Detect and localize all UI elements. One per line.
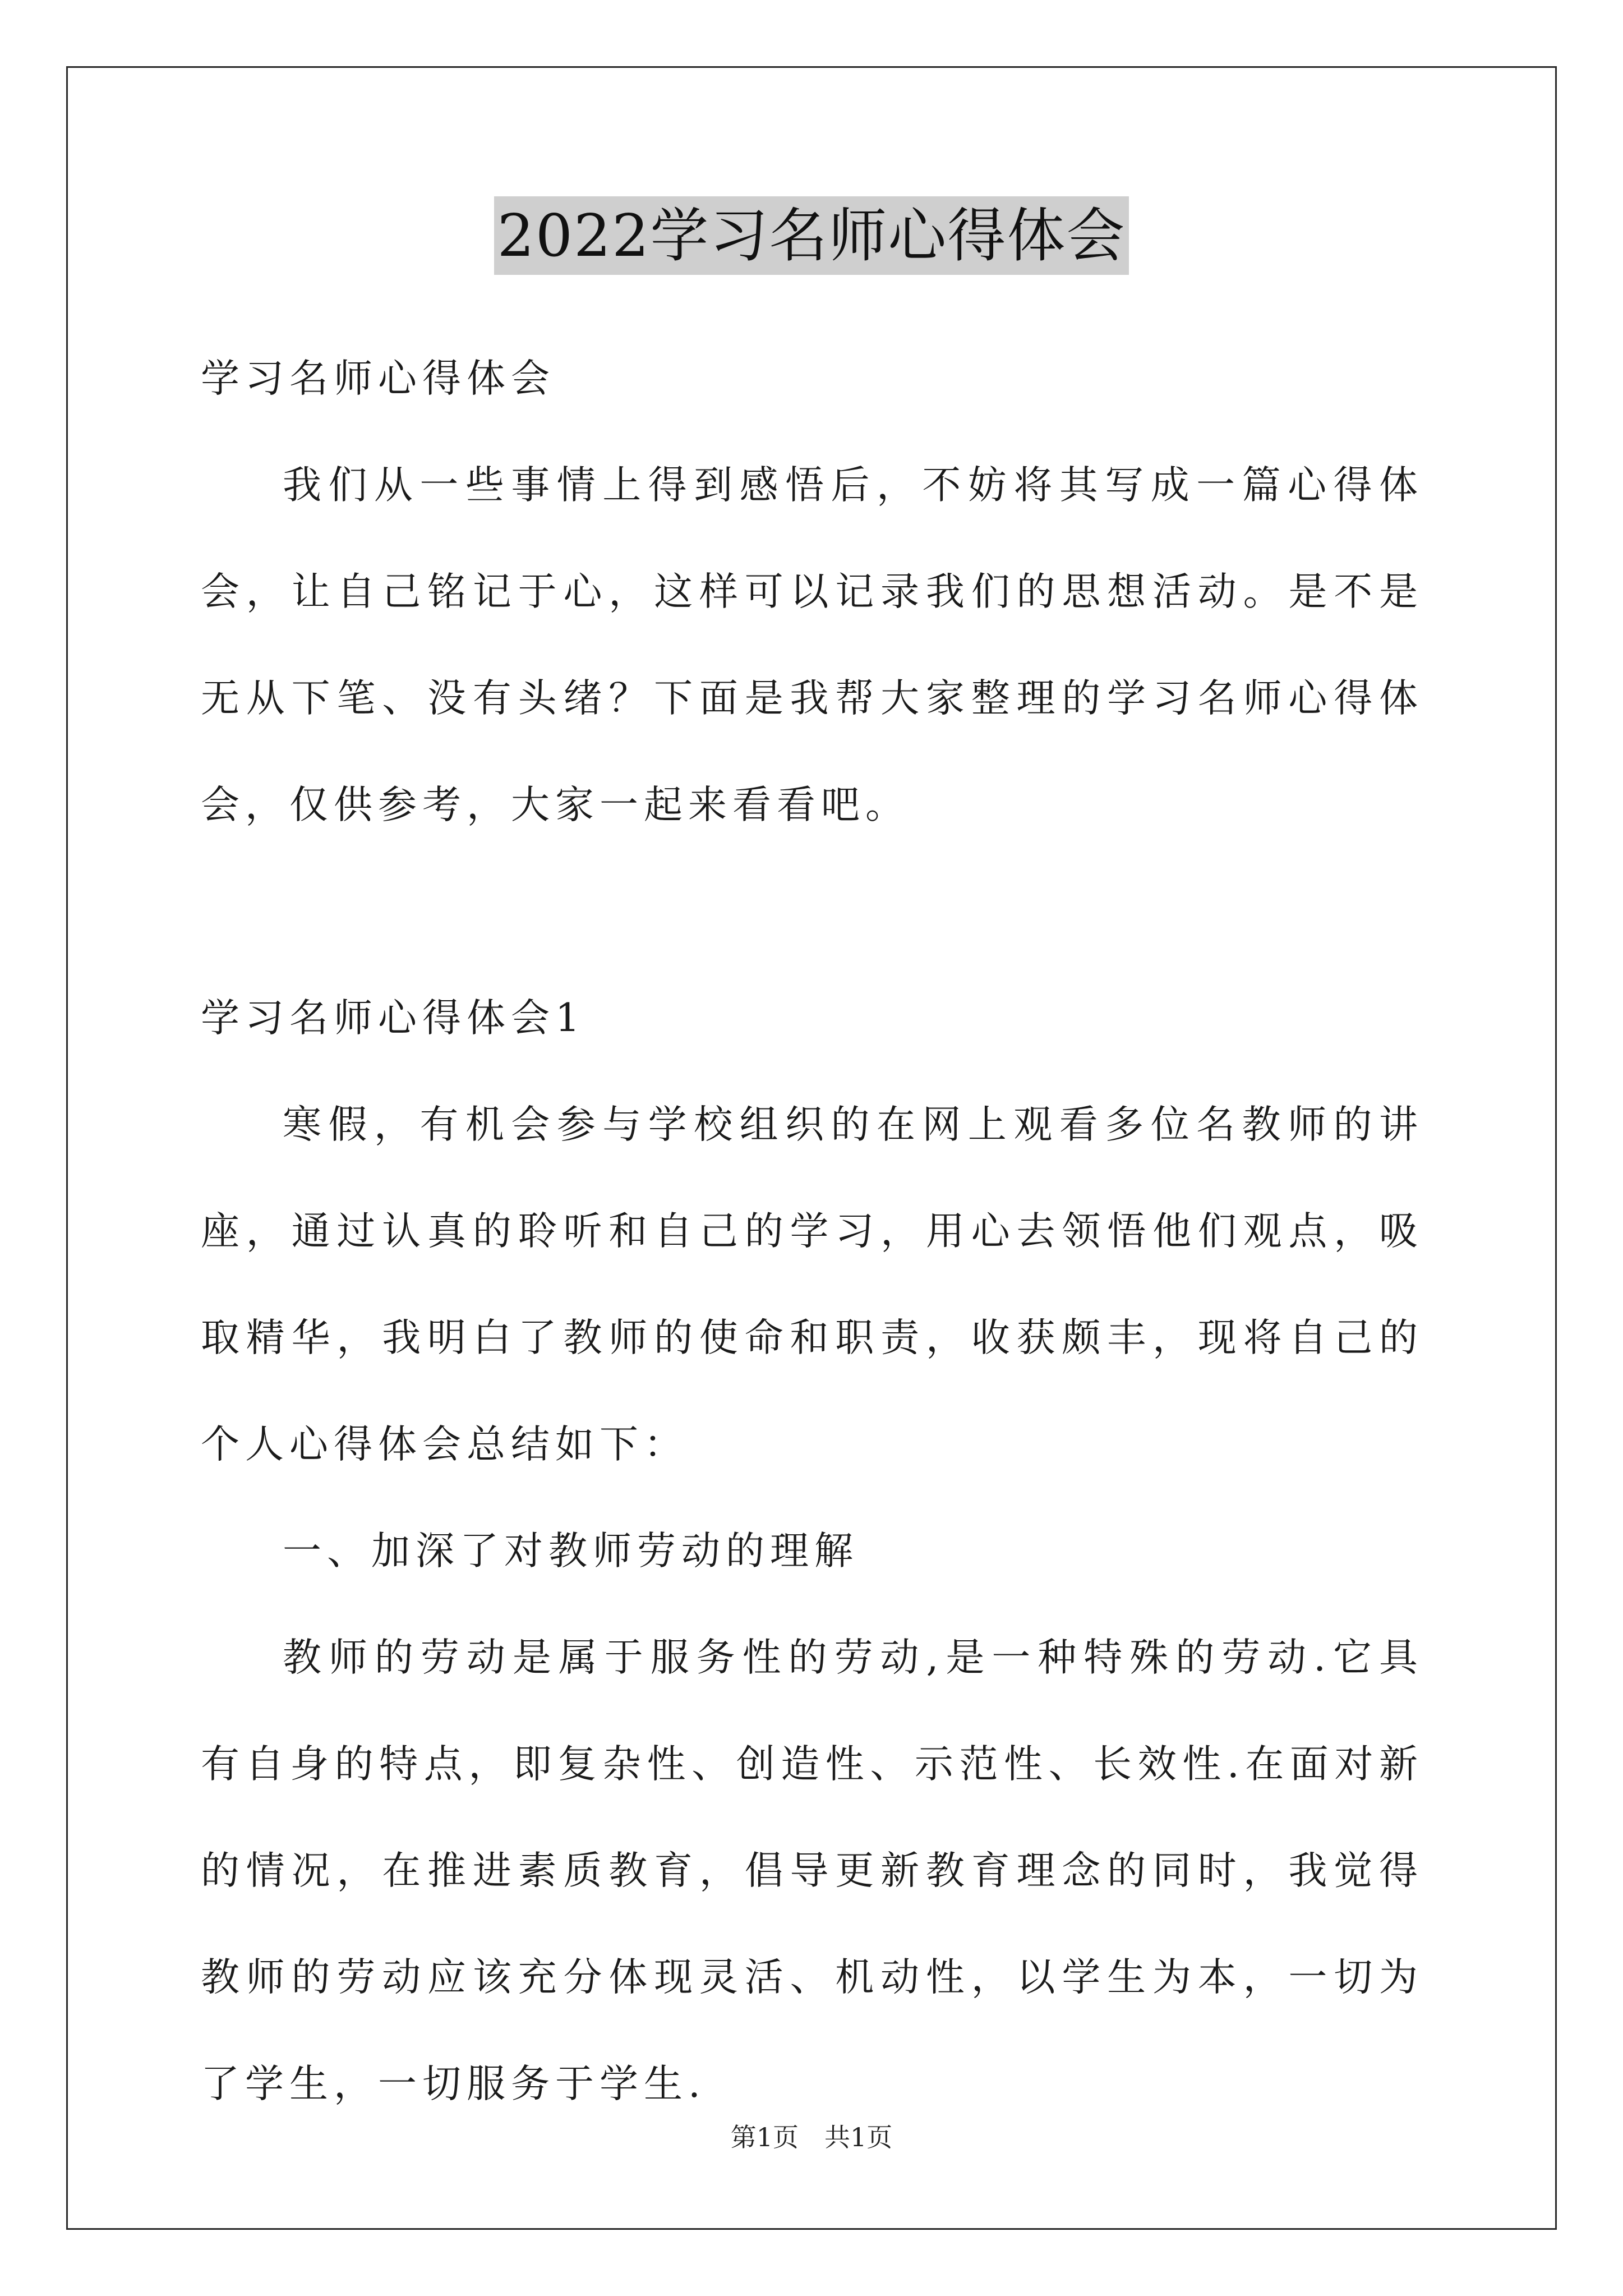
point-1-paragraph: 教师的劳动是属于服务性的劳动,是一种特殊的劳动.它具有自身的特点，即复杂性、创造性、示范性、长效性.在面对新的情况，在推进素质教育，倡导更新教育理念的同时，我觉得教师的劳动应该充分体现灵活、机动性，以学生为本，一切为了学生，一切服务于学生. xyxy=(201,1635,1423,2106)
document-subtitle: 学习名师心得体会 xyxy=(201,356,555,401)
intro-paragraph: 我们从一些事情上得到感悟后，不妨将其写成一篇心得体会，让自己铭记于心，这样可以记录我们的思想活动。是不是无从下笔、没有头绪？下面是我帮大家整理的学习名师心得体会，仅供参考，大家一起来看看吧。 xyxy=(201,463,1423,827)
point-1-heading: 一、加深了对教师劳动的理解 xyxy=(283,1529,859,1573)
section-1-heading: 学习名师心得体会1 xyxy=(201,996,585,1041)
page-footer: 第1页 共1页 xyxy=(730,2122,893,2152)
section-1-paragraph: 寒假，有机会参与学校组织的在网上观看多位名教师的讲座，通过认真的聆听和自己的学习，用心去领悟他们观点，吸取精华，我明白了教师的使命和职责，收获颇丰，现将自己的个人心得体会总结如下： xyxy=(201,1102,1423,1467)
document-title: 2022学习名师心得体会 xyxy=(494,196,1129,275)
title-container xyxy=(0,196,1623,275)
